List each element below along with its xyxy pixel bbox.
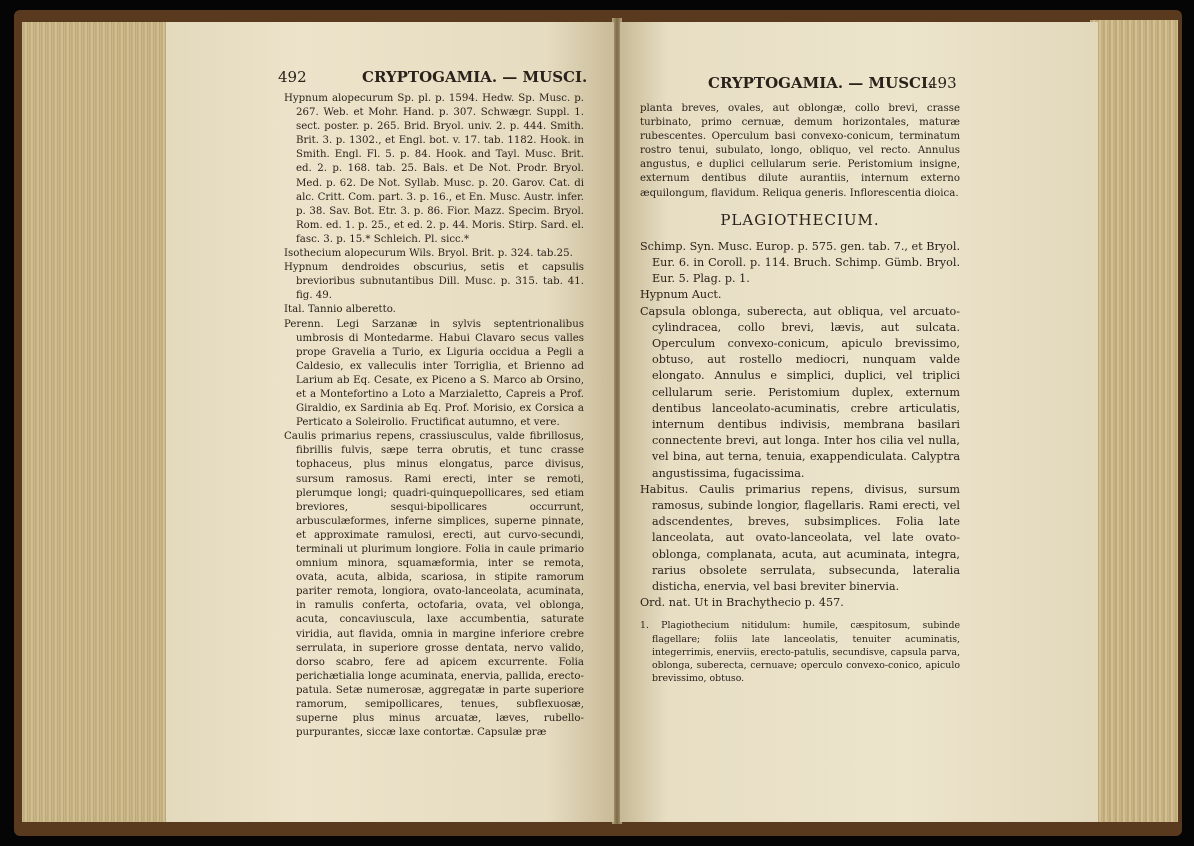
- right-page-number: 493: [928, 74, 957, 92]
- genus-paragraph: Habitus. Caulis primarius repens, divisus, sursum ramosus, subinde longior, flagellaris. Rami erecti, vel adscendentes, breves, subsimplices. Folia late lanceolata, aut ovato-lanceolata, vel late ovato-oblonga, complanata, acuta, aut acuminata, integra, rarius obsolete serrulata, subsecunda, lateralia disticha, enervia, vel basi breviter binervia.: [640, 482, 960, 594]
- left-paragraph: Ital. Tannio alberetto.: [284, 304, 396, 316]
- left-page: [166, 22, 614, 822]
- right-page-text: [640, 102, 960, 685]
- left-page-number: 492: [278, 68, 307, 86]
- genus-paragraph: Schimp. Syn. Musc. Europ. p. 575. gen. tab. 7., et Bryol. Eur. 6. in Coroll. p. 114. Bruch. Schimp. Gümb. Bryol. Eur. 5. Plag. p. 1.: [640, 239, 960, 286]
- genus-paragraph: Ord. nat. Ut in Brachythecio p. 457.: [640, 596, 844, 610]
- genus-heading: PLAGIOTHECIUM.: [720, 210, 880, 229]
- left-running-head: CRYPTOGAMIA. — MUSCI.: [362, 68, 588, 86]
- genus-paragraph: Capsula oblonga, suberecta, aut obliqua, vel arcuato-cylindracea, collo brevi, lævis, aut sulcata. Operculum convexo-conicum, apiculo brevissimo, obtuso, aut rostello mediocri, nunquam valde elongato. Annulus e simplici, duplici, vel triplici cellularum serie. Peristomium duplex, externum dentibus lanceolato-acuminatis, crebre articulatis, internum dentibus indivisis, membrana basilari connectente brevi, aut longa. Inter hos cilia vel nulla, vel bina, aut terna, tenuia, exappendiculata. Calyptra angustissima, fugacissima.: [640, 304, 960, 480]
- left-page-edges: [22, 22, 172, 822]
- species-note: 1. Plagiothecium nitidulum: humile, cæspitosum, subinde flagellare; foliis late lanceolatis, tenuiter acuminatis, integerrimis, enerviis, erecto-patulis, secundisve, capsula parva, oblonga, suberecta, cernuave; operculo convexo-conico, apiculo brevissimo, obtuso.: [640, 620, 960, 685]
- left-paragraph: Hypnum dendroides obscurius, setis et capsulis brevioribus subnutantibus Dill. Musc. p. 315. tab. 41. fig. 49.: [284, 262, 584, 302]
- right-intro-paragraph: planta breves, ovales, aut oblongæ, collo brevi, crasse turbinato, primo cernuæ, demum horizontales, maturæ rubescentes. Operculum basi convexo-conicum, terminatum rostro tenui, subulato, longo, obliquo, vel recto. Annulus angustus, e duplici cellularum serie. Peristomium insigne, externum dentibus dilute aurantiis, internum externo æquilongum, flavidum. Reliqua generis. Inflorescentia dioica.: [640, 103, 960, 199]
- left-paragraph: Isothecium alopecurum Wils. Bryol. Brit. p. 324. tab.25.: [284, 248, 573, 260]
- genus-paragraph: Hypnum Auct.: [640, 288, 722, 302]
- left-paragraph: Caulis primarius repens, crassiusculus, valde fibrillosus, fibrillis fulvis, sæpe terra obrutis, et tunc crasse tophaceus, plus minus elongatus, parce divisus, sursum ramosus. Rami erecti, inter se remoti, plerumque longi; quadri-quinquepollicares, sed etiam breviores, sesqui-bipollicares occurrunt, arbusculæformes, inferne simplices, superne pinnate, et approximate ramulosi, erecti, aut curvo-secundi, terminali ut plurimum longiore. Folia in caule primario omnium minora, squamæformia, inter se remota, ovata, acuta, albida, scariosa, in stipite ramorum pariter remota, longiora, ovato-lanceolata, acuminata, in ramulis conferta, octofaria, ovata, vel oblonga, acuta, concaviuscula, laxe accumbentia, saturate viridia, aut flavida, omnia in margine inferiore crebre serrulata, in superiore grosse dentata, nervo valido, dorso scabro, fere ad apicem excurrente. Folia perichætialia longe acuminata, enervia, pallida, erecto-patula. Setæ numerosæ, aggregatæ in parte superiore ramorum, semipollicares, tenues, subflexuosæ, superne plus minus arcuatæ, læves, rubello-purpurantes, siccæ laxe contortæ. Capsulæ præ: [284, 431, 584, 739]
- right-page: [620, 22, 1098, 822]
- right-page-edges: [1090, 20, 1178, 822]
- right-running-head: CRYPTOGAMIA. — MUSCI.: [708, 74, 934, 92]
- left-paragraph: Hypnum alopecurum Sp. pl. p. 1594. Hedw. Sp. Musc. p. 267. Web. et Mohr. Hand. p. 307. Schwægr. Suppl. 1. sect. poster. p. 265. Brid. Bryol. univ. 2. p. 444. Smith. Brit. 3. p. 1302., et Engl. bot. v. 17. tab. 1182. Hook. in Smith. Engl. Fl. 5. p. 84. Hook. and Tayl. Musc. Brit. ed. 2. p. 168. tab. 25. Bals. et De Not. Prodr. Bryol. Med. p. 62. De Not. Syllab. Musc. p. 20. Garov. Cat. di alc. Critt. Com. part. 3. p. 16., et En. Musc. Austr. infer. p. 38. Sav. Bot. Etr. 3. p. 86. Fior. Mazz. Specim. Bryol. Rom. ed. 1. p. 25., et ed. 2. p. 44. Moris. Stirp. Sard. el. fasc. 3. p. 15.* Schleich. Pl. sicc.*: [284, 93, 584, 245]
- left-page-text: [284, 92, 584, 740]
- left-paragraph: Perenn. Legi Sarzanæ in sylvis septentrionalibus umbrosis di Montedarme. Habui Clavaro secus valles prope Gravelia a Turio, ex Liguria occidua a Pegli a Caldesio, ex valleculis inter Torriglia, et Brienno ad Larium ab Eq. Cesate, ex Piceno a S. Marco ab Orsino, et a Montefortino a Loto a Marzialetto, Capreis a Prof. Giraldio, ex Sardinia ab Eq. Prof. Morisio, ex Corsica a Perticato a Soleirolio. Fructificat autumno, et vere.: [284, 318, 584, 429]
